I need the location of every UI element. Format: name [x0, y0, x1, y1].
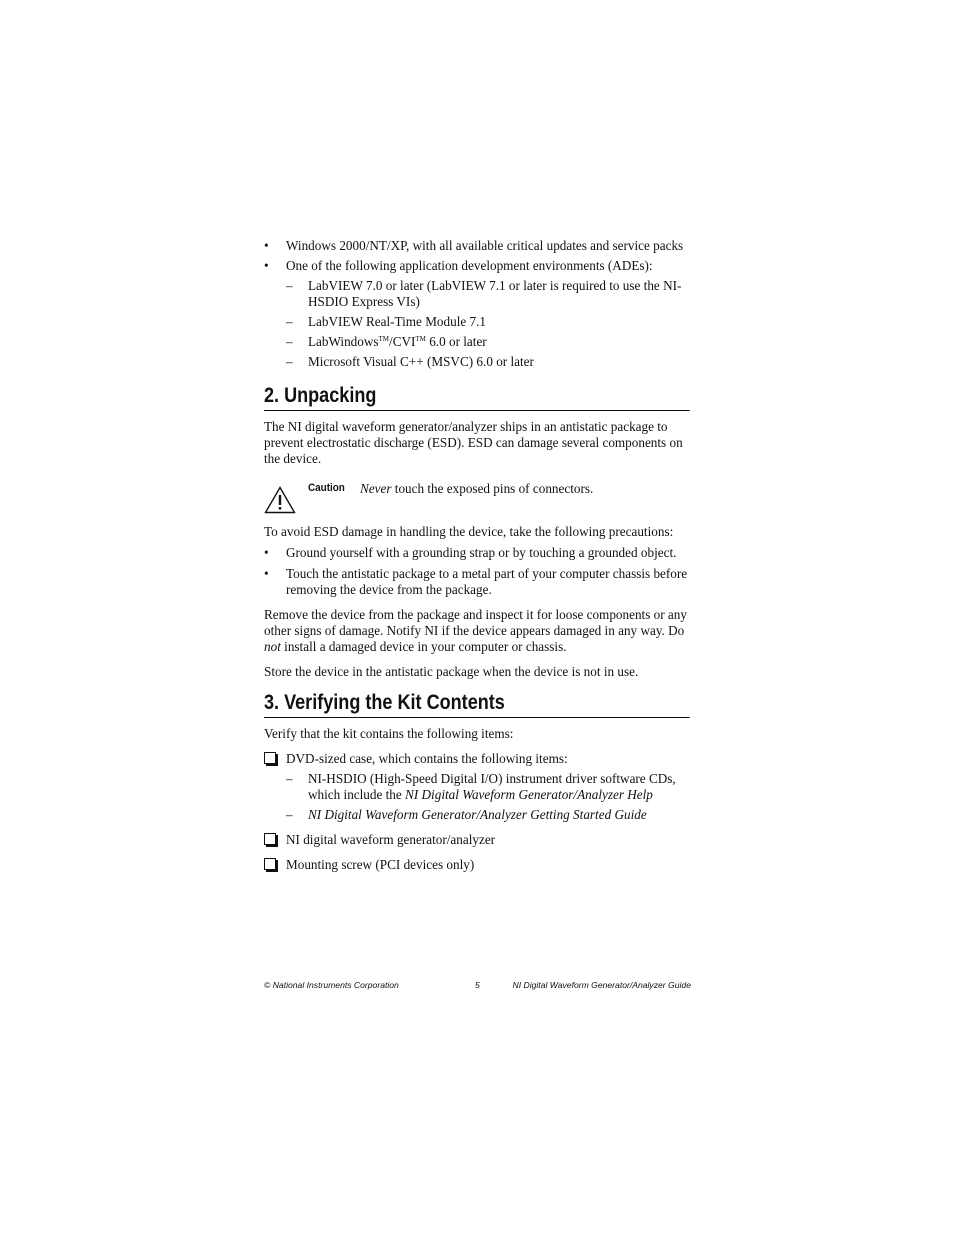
unpacking-heading: 2. Unpacking [264, 384, 690, 411]
list-item-ade: • One of the following application development environments (ADEs): – LabVIEW 7.0 or later (LabVIEW 7.1 or later is required to use the NI-HSDIO Express VIs) – LabVIEW Real-Time Module 7.1 – LabWindows™/CVI™ 6.0 or later – Microsoft Visual C++ (MSVC) 6.0 or later [264, 258, 690, 370]
ade-sublist [286, 278, 690, 370]
requirements-list [264, 238, 690, 370]
checklist-item: NI digital waveform generator/analyzer [264, 832, 690, 848]
precaution-item: • Touch the antistatic package to a metal part of your computer chassis before removing the device from the package. [264, 566, 690, 598]
caution-text: Never touch the exposed pins of connectors. [360, 481, 594, 496]
remove-paragraph: Remove the device from the package and inspect it for loose components or any other signs of damage. Notify NI if the device appears damaged in any way. Do not install a damaged device in your computer or chassis. [264, 607, 687, 654]
dvd-item-guide: – NI Digital Waveform Generator/Analyzer Getting Started Guide [286, 807, 690, 823]
unpacking-intro: The NI digital waveform generator/analyzer ships in an antistatic package to prevent electrostatic discharge (ESD). ESD can damage several components on the device. [264, 419, 683, 466]
caution-label: Caution [308, 482, 345, 494]
page-footer [264, 980, 691, 994]
footer-page-number: 5 [475, 980, 480, 990]
ade-labwindows: – LabWindows™/CVI™ 6.0 or later [286, 334, 690, 350]
precautions-list [264, 545, 690, 598]
checklist-item: Mounting screw (PCI devices only) [264, 857, 690, 873]
precaution-item: • Ground yourself with a grounding strap or by touching a grounded object. [264, 545, 690, 561]
caution-note [264, 481, 690, 517]
dvd-item-cds: – NI-HSDIO (High-Speed Digital I/O) instrument driver software CDs, which include the NI Digital Waveform Generator/Analyzer Help [286, 771, 690, 803]
unpacking-heading-wrap [264, 384, 690, 411]
precautions-intro: To avoid ESD damage in handling the device, take the following precautions: [264, 524, 674, 539]
kit-heading: 3. Verifying the Kit Contents [264, 691, 690, 718]
ade-msvc: – Microsoft Visual C++ (MSVC) 6.0 or later [286, 354, 690, 370]
warning-triangle-icon [264, 486, 296, 514]
footer-title: NI Digital Waveform Generator/Analyzer Guide [512, 980, 691, 990]
ade-labview: – LabVIEW 7.0 or later (LabVIEW 7.1 or later is required to use the NI-HSDIO Express VIs) [286, 278, 690, 310]
store-paragraph: Store the device in the antistatic package when the device is not in use. [264, 664, 639, 679]
dvd-sublist [286, 771, 690, 823]
footer-copyright: © National Instruments Corporation [264, 980, 399, 990]
checklist-item: DVD-sized case, which contains the following items: – NI-HSDIO (High-Speed Digital I/O) instrument driver software CDs, which include the NI Digital Waveform Generator/Analyzer Help – NI Digital Waveform Generator/Analyzer Getting Started Guide [264, 751, 690, 823]
ade-realtime: – LabVIEW Real-Time Module 7.1 [286, 314, 690, 330]
kit-checklist [264, 751, 690, 873]
page-content [264, 238, 690, 882]
kit-intro: Verify that the kit contains the following items: [264, 726, 514, 741]
kit-heading-wrap [264, 691, 690, 718]
list-item-os: • Windows 2000/NT/XP, with all available critical updates and service packs [264, 238, 690, 254]
